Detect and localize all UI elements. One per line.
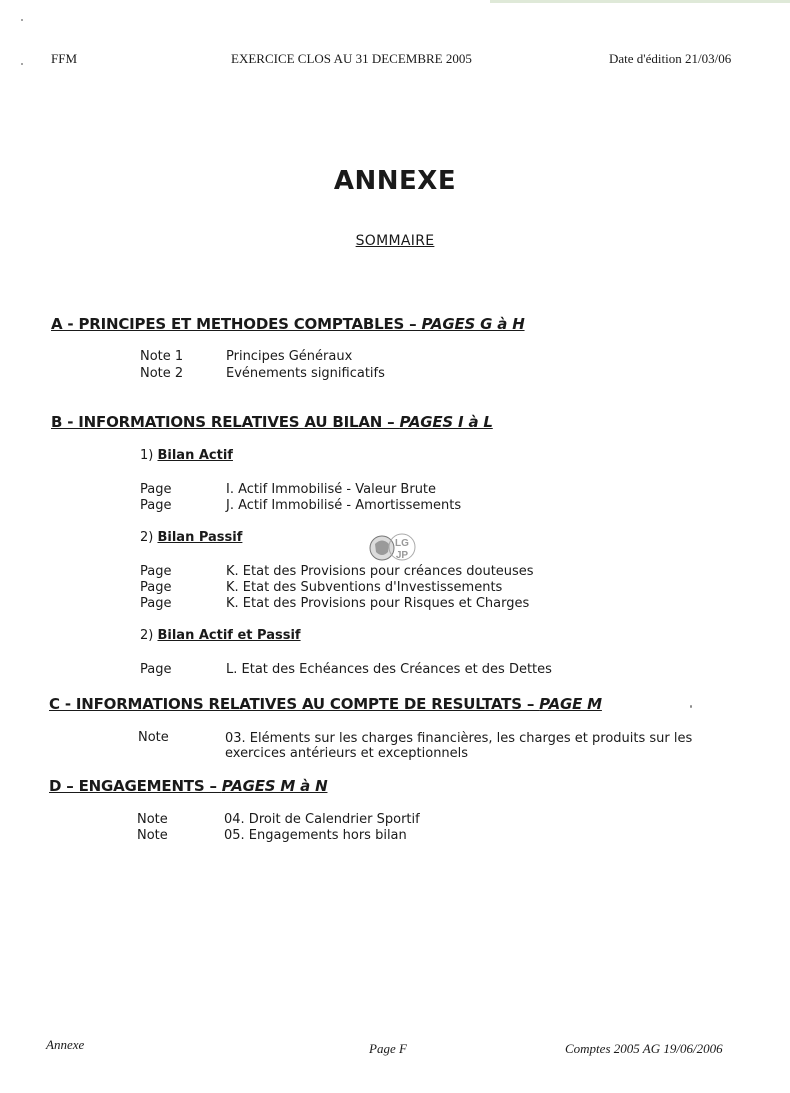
scan-speck xyxy=(690,705,692,708)
section-c-item-label: Note xyxy=(138,730,169,745)
seal-text: JP xyxy=(395,550,409,561)
bilan-actif-item-label: Page xyxy=(140,498,172,513)
section-b-heading: B - INFORMATIONS RELATIVES AU BILAN – PAGES I à L xyxy=(51,413,493,431)
section-c-pages: PAGE M xyxy=(539,695,602,713)
section-d-item-text: 04. Droit de Calendrier Sportif xyxy=(224,812,420,827)
scan-speck xyxy=(21,63,23,65)
section-a-item-label: Note 2 xyxy=(140,366,184,381)
scan-speck xyxy=(21,19,23,21)
section-d-item-text: 05. Engagements hors bilan xyxy=(224,828,407,843)
header-left: FFM xyxy=(51,51,78,66)
bilan-actif-item-label: Page xyxy=(140,482,172,497)
subsection-bilan-actif-passif: 2) Bilan Actif et Passif xyxy=(140,628,301,643)
bilan-passif-item-label: Page xyxy=(140,580,172,595)
subsection-bilan-actif: 1) Bilan Actif xyxy=(140,448,233,463)
bilan-actif-passif-item-label: Page xyxy=(140,662,172,677)
bilan-actif-item-text: I. Actif Immobilisé - Valeur Brute xyxy=(226,482,437,497)
summary-label: SOMMAIRE xyxy=(355,233,435,249)
bilan-passif-item-text: K. Etat des Provisions pour créances douteuses xyxy=(226,564,534,579)
bilan-passif-item-text: K. Etat des Subventions d'Investissements xyxy=(226,580,503,595)
section-b-pages: PAGES I à L xyxy=(399,413,493,431)
section-a-heading: A - PRINCIPES ET METHODES COMPTABLES – PAGES G à H xyxy=(51,315,525,333)
subsection-title: Bilan Actif xyxy=(157,448,233,463)
footer-left: Annexe xyxy=(46,1037,85,1052)
section-d-heading: D – ENGAGEMENTS – PAGES M à N xyxy=(49,777,328,795)
subsection-title: Bilan Actif et Passif xyxy=(157,628,301,643)
bilan-passif-item-label: Page xyxy=(140,596,172,611)
subsection-bilan-passif: 2) Bilan Passif xyxy=(140,530,243,545)
stamp-seal xyxy=(366,531,420,565)
section-d-item-label: Note xyxy=(137,828,168,843)
section-a-pages: PAGES G à H xyxy=(421,315,525,333)
section-a-item-label: Note 1 xyxy=(140,349,184,364)
section-a-item-text: Principes Généraux xyxy=(226,349,353,364)
seal-face xyxy=(375,541,389,556)
section-c-item-text: 03. Eléments sur les charges financières, les charges et produits sur les xyxy=(225,731,693,746)
bilan-actif-passif-item-text: L. Etat des Echéances des Créances et des Dettes xyxy=(226,662,552,677)
bilan-actif-item-text: J. Actif Immobilisé - Amortissements xyxy=(226,498,462,513)
bilan-passif-item-text: K. Etat des Provisions pour Risques et Charges xyxy=(226,596,530,611)
section-a-item-text: Evénements significatifs xyxy=(226,366,385,381)
section-d-item-label: Note xyxy=(137,812,168,827)
bilan-passif-item-label: Page xyxy=(140,564,172,579)
footer-center: Page F xyxy=(369,1041,407,1056)
seal-text: LG xyxy=(395,538,409,549)
section-c-item-text-continued: exercices antérieurs et exceptionnels xyxy=(225,746,469,761)
header-center: EXERCICE CLOS AU 31 DECEMBRE 2005 xyxy=(231,51,472,66)
subsection-title: Bilan Passif xyxy=(157,530,243,545)
section-d-pages: PAGES M à N xyxy=(221,777,328,795)
page-title: ANNEXE xyxy=(333,166,457,196)
scan-edge-line xyxy=(490,0,790,3)
header-right: Date d'édition 21/03/06 xyxy=(609,51,732,66)
section-c-heading: C - INFORMATIONS RELATIVES AU COMPTE DE RESULTATS – PAGE M xyxy=(49,695,602,713)
footer-right: Comptes 2005 AG 19/06/2006 xyxy=(565,1041,723,1056)
